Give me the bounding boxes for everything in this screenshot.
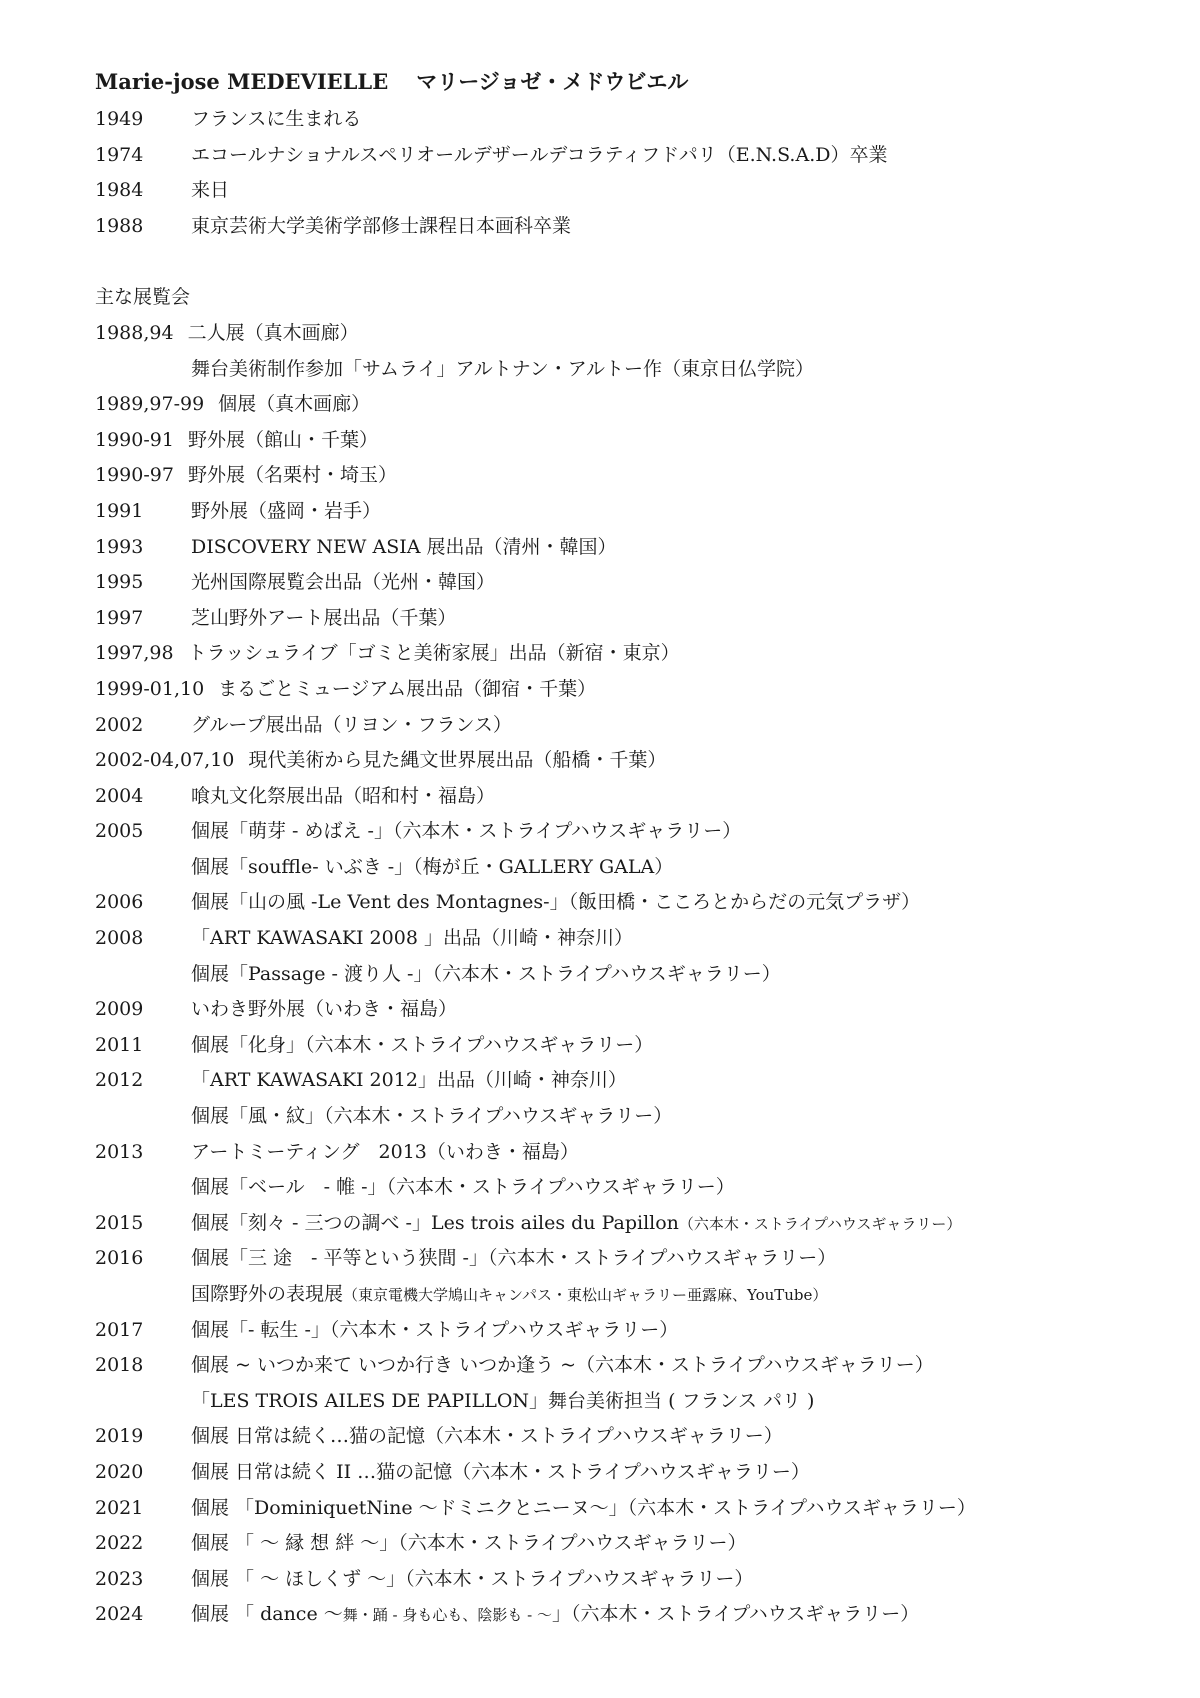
- entry-text: [218, 672, 596, 708]
- entry-year: 1993: [95, 535, 144, 558]
- entry-description: 野外展（名栗村・埼玉）: [187, 464, 397, 487]
- exhibition-entry: [95, 1241, 1175, 1277]
- exhibitions-heading: 主な展覧会: [95, 286, 191, 309]
- artist-name-kana: マリージョゼ・メドウビエル: [416, 69, 689, 94]
- exhibition-entry: [95, 316, 1175, 352]
- entry-text: [191, 1384, 814, 1420]
- entry-text: [191, 530, 617, 566]
- entry-year: 2019: [95, 1425, 144, 1448]
- entry-year: [95, 1277, 191, 1313]
- exhibition-entry: [95, 814, 1175, 850]
- entry-venue-small: （六本木・ストライプハウスギャラリー）: [678, 1214, 962, 1233]
- exhibition-entry: [95, 885, 1175, 921]
- entry-year: 2005: [95, 820, 144, 843]
- entry-text: [191, 138, 887, 174]
- exhibition-entry: [95, 1135, 1175, 1171]
- exhibition-entry: [95, 957, 1175, 993]
- entry-year: 2021: [95, 1496, 144, 1519]
- entry-description: 個展「山の風 -Le Vent des Montagnes-」（飯田橋・こころとからだの元気プラザ）: [191, 891, 921, 914]
- exhibition-entry: [95, 1028, 1175, 1064]
- entry-text: [191, 1491, 976, 1527]
- entry-description: まるごとミュージアム展出品（御宿・千葉）: [218, 677, 597, 700]
- exhibition-entry: [95, 494, 1175, 530]
- entry-description: いわき野外展（いわき・福島）: [191, 998, 458, 1021]
- exhibition-entry: [95, 1562, 1175, 1598]
- entry-text: [191, 352, 814, 388]
- document-page: [95, 62, 1175, 1633]
- entry-year: 2018: [95, 1354, 144, 1377]
- entry-year: 2016: [95, 1247, 144, 1270]
- entry-text: [188, 458, 397, 494]
- exhibition-entry: [95, 1277, 1175, 1313]
- entry-text: [191, 494, 381, 530]
- entry-year: 1991: [95, 499, 144, 522]
- entry-year: 1997,98: [95, 642, 174, 665]
- entry-text: [191, 992, 457, 1028]
- entry-description: 個展 「DominiquetNine 〜ドミニクとニーヌ〜」（六本木・ストライプハウスギャラリー）: [191, 1496, 976, 1519]
- entry-description: 個展 日常は続く II …猫の記憶（六本木・ストライプハウスギャラリー）: [191, 1460, 810, 1483]
- entry-year: 1988: [95, 214, 144, 237]
- exhibition-entry: [95, 565, 1175, 601]
- exhibition-entry: [95, 530, 1175, 566]
- entry-text: [191, 850, 673, 886]
- exhibition-entry: [95, 1313, 1175, 1349]
- entry-description: エコールナショナルスペリオールデザールデコラティフドパリ（E.N.S.A.D）卒業: [191, 143, 888, 166]
- exhibition-entry: [95, 387, 1175, 423]
- exhibition-entry: [95, 1206, 1175, 1242]
- entry-text: [191, 1063, 627, 1099]
- entry-text: [191, 957, 781, 993]
- entry-description: 来日: [191, 179, 230, 202]
- entry-description: 個展 ~ いつか来て いつか行き いつか逢う ~（六本木・ストライプハウスギャラリー）: [191, 1354, 934, 1377]
- entry-text: [191, 1419, 783, 1455]
- entry-description: 芝山野外アート展出品（千葉）: [191, 606, 457, 629]
- entry-text: [191, 173, 229, 209]
- entry-description: 「ART KAWASAKI 2008 」出品（川崎・神奈川）: [191, 927, 633, 950]
- entry-year: 2015: [95, 1211, 144, 1234]
- entry-venue: 」（六本木・ストライプハウスギャラリー）: [551, 1603, 920, 1626]
- entry-year: 2002: [95, 713, 144, 736]
- entry-description: グループ展出品（リヨン・フランス）: [191, 713, 512, 736]
- entry-year: [95, 1170, 191, 1206]
- entry-year: 2004: [95, 784, 144, 807]
- entry-description: 二人展（真木画廊）: [187, 321, 359, 344]
- entry-year: 1989,97-99: [95, 393, 205, 416]
- entry-year: 2020: [95, 1460, 144, 1483]
- entry-description: DISCOVERY NEW ASIA 展出品（清州・韓国）: [191, 535, 617, 558]
- entry-text: [191, 1135, 579, 1171]
- entry-year: 2017: [95, 1318, 144, 1341]
- entry-description: 個展「souffle- いぶき -」（梅が丘・GALLERY GALA）: [191, 855, 674, 878]
- exhibition-entry: [95, 352, 1175, 388]
- entry-text: [191, 1597, 919, 1633]
- entry-year: 2011: [95, 1033, 144, 1056]
- entry-text: [191, 102, 361, 138]
- entry-year: 2024: [95, 1603, 144, 1626]
- entry-year: 2023: [95, 1567, 144, 1590]
- entry-text: [188, 316, 359, 352]
- entry-year: 1988,94: [95, 321, 174, 344]
- exhibition-entry: [95, 743, 1175, 779]
- entry-description: 現代美術から見た縄文世界展出品（船橋・千葉）: [248, 749, 667, 772]
- entry-text: [191, 1455, 810, 1491]
- entry-year: 1984: [95, 179, 144, 202]
- entry-year: 1990-91: [95, 428, 174, 451]
- exhibition-entry: [95, 1419, 1175, 1455]
- entry-text: [218, 387, 370, 423]
- entry-description: 東京芸術大学美術学部修士課程日本画科卒業: [191, 214, 572, 237]
- entry-year: 2006: [95, 891, 144, 914]
- exhibition-entry: [95, 458, 1175, 494]
- exhibition-entry: [95, 1348, 1175, 1384]
- entry-description: トラッシュライブ「ゴミと美術家展」出品（新宿・東京）: [187, 642, 680, 665]
- exhibition-entry: [95, 1170, 1175, 1206]
- entry-description: 野外展（館山・千葉）: [187, 428, 378, 451]
- entry-year: 1997: [95, 606, 144, 629]
- bio-entry: [95, 209, 1175, 245]
- entry-description: 個展 「 〜 ほしくず 〜」（六本木・ストライプハウスギャラリー）: [191, 1567, 754, 1590]
- entry-text: [191, 1526, 747, 1562]
- entry-description: 「LES TROIS AILES DE PAPILLON」舞台美術担当 ( フランス パリ ): [191, 1389, 815, 1412]
- entry-description: 国際野外の表現展: [191, 1283, 344, 1305]
- entry-text: [191, 1277, 827, 1313]
- entry-description: 個展「化身」（六本木・ストライプハウスギャラリー）: [191, 1033, 654, 1056]
- artist-name-heading: [95, 62, 1175, 102]
- entry-text: [191, 1028, 653, 1064]
- entry-year: 2013: [95, 1140, 144, 1163]
- entry-year: 2022: [95, 1532, 144, 1555]
- exhibitions-list: [95, 316, 1175, 1633]
- entry-text: [191, 1170, 735, 1206]
- entry-year: 1974: [95, 143, 144, 166]
- entry-text: [191, 708, 512, 744]
- entry-text: [191, 1348, 934, 1384]
- entry-description: 個展「ベール - 帷 -」（六本木・ストライプハウスギャラリー）: [191, 1176, 735, 1199]
- entry-year: [95, 352, 191, 388]
- entry-text: [188, 636, 680, 672]
- entry-year: [95, 850, 191, 886]
- entry-description: 個展 日常は続く…猫の記憶（六本木・ストライプハウスギャラリー）: [191, 1425, 783, 1448]
- exhibition-entry: [95, 1063, 1175, 1099]
- entry-description: 個展 「 dance ～: [191, 1603, 343, 1626]
- entry-text: [191, 1206, 961, 1242]
- artist-name-latin: Marie-jose MEDEVIELLE: [95, 69, 389, 94]
- exhibition-entry: [95, 1526, 1175, 1562]
- entry-year: [95, 957, 191, 993]
- exhibition-entry: [95, 850, 1175, 886]
- entry-description: 舞台美術制作参加「サムライ」アルトナン・アルトー作（東京日仏学院）: [191, 357, 815, 380]
- exhibition-entry: [95, 921, 1175, 957]
- entry-description: 個展「三 途 - 平等という狭間 -」（六本木・ストライプハウスギャラリー）: [191, 1247, 837, 1270]
- exhibition-entry: [95, 1455, 1175, 1491]
- entry-description: 「ART KAWASAKI 2012」出品（川崎・神奈川）: [191, 1069, 627, 1092]
- entry-year: 1949: [95, 108, 144, 130]
- entry-year: 1995: [95, 571, 144, 594]
- entry-text: [188, 423, 378, 459]
- entry-description: 個展「萌芽 - めばえ -」（六本木・ストライプハウスギャラリー）: [191, 820, 742, 843]
- exhibition-entry: [95, 779, 1175, 815]
- section-spacer: [95, 244, 1175, 280]
- entry-description: 光州国際展覧会出品（光州・韓国）: [191, 571, 496, 594]
- exhibition-entry: [95, 1597, 1175, 1633]
- entry-venue-small: 舞・踊 - 身も心も、陰影も - ～: [342, 1606, 552, 1625]
- entry-description: 個展「- 転生 -」（六本木・ストライプハウスギャラリー）: [191, 1318, 679, 1341]
- entry-year: 2009: [95, 998, 144, 1021]
- entry-description: アートミーティング 2013（いわき・福島）: [191, 1140, 579, 1163]
- entry-text: [191, 209, 571, 245]
- entry-text: [191, 565, 495, 601]
- bio-entry: [95, 173, 1175, 209]
- exhibition-entry: [95, 423, 1175, 459]
- exhibition-entry: [95, 992, 1175, 1028]
- entry-venue-small: （東京電機大学鳩山キャンパス・東松山ギャラリー亜露麻、YouTube）: [343, 1286, 828, 1304]
- exhibition-entry: [95, 636, 1175, 672]
- entry-text: [191, 779, 495, 815]
- entry-description: 個展「刻々 - 三つの調べ -」Les trois ailes du Papillon: [191, 1211, 679, 1234]
- entry-description: 喰丸文化祭展出品（昭和村・福島）: [191, 784, 496, 807]
- exhibition-entry: [95, 672, 1175, 708]
- entry-year: 1990-97: [95, 464, 174, 487]
- entry-text: [191, 1099, 672, 1135]
- entry-year: [95, 1384, 191, 1420]
- entry-description: 個展「風・紋」（六本木・ストライプハウスギャラリー）: [191, 1105, 673, 1128]
- entry-text: [191, 814, 741, 850]
- entry-year: [95, 1099, 191, 1135]
- entry-text: [191, 1241, 836, 1277]
- exhibition-entry: [95, 708, 1175, 744]
- exhibition-entry: [95, 601, 1175, 637]
- entry-text: [191, 1313, 678, 1349]
- entry-text: [248, 743, 666, 779]
- entry-text: [191, 1562, 753, 1598]
- bio-entry: [95, 138, 1175, 174]
- exhibition-entry: [95, 1384, 1175, 1420]
- entry-text: [191, 885, 920, 921]
- exhibition-entry: [95, 1099, 1175, 1135]
- exhibition-entry: [95, 1491, 1175, 1527]
- entry-description: 野外展（盛岡・岩手）: [191, 499, 382, 522]
- entry-text: [191, 601, 456, 637]
- entry-description: 個展「Passage - 渡り人 -」（六本木・ストライプハウスギャラリー）: [191, 962, 781, 985]
- entry-description: フランスに生まれる: [191, 108, 362, 130]
- entry-year: 1999-01,10: [95, 677, 205, 700]
- entry-year: 2012: [95, 1069, 144, 1092]
- bio-list: [95, 102, 1175, 244]
- bio-entry: [95, 102, 1175, 138]
- entry-description: 個展 「 〜 縁 想 絆 〜」（六本木・ストライプハウスギャラリー）: [191, 1532, 747, 1555]
- entry-text: [191, 921, 633, 957]
- entry-year: 2002-04,07,10: [95, 749, 235, 772]
- entry-year: 2008: [95, 927, 144, 950]
- entry-description: 個展（真木画廊）: [218, 393, 371, 416]
